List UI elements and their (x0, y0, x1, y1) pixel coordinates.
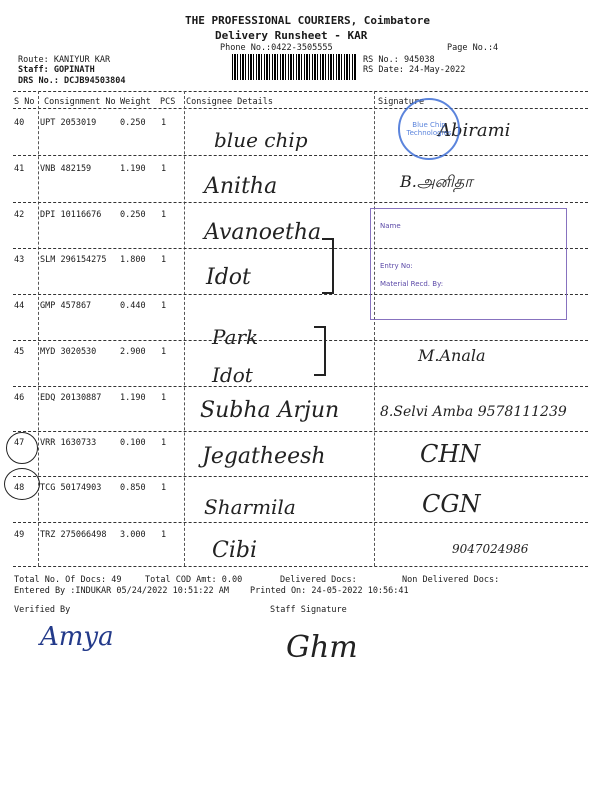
drs-number: DRS No.: DCJB94503804 (18, 76, 126, 86)
col-header-signature: Signature (378, 97, 425, 107)
row-signature: 8.Selvi Amba 9578111239 (380, 404, 567, 420)
row-consignee: Idot (206, 265, 251, 290)
divider (13, 108, 588, 109)
row-consignee: Cibi (212, 538, 257, 563)
row-weight: 0.850 (120, 483, 146, 493)
row-weight: 2.900 (120, 347, 146, 357)
divider (13, 155, 588, 156)
row-consignee: Jegatheesh (202, 444, 326, 469)
row-sno: 45 (14, 347, 25, 357)
row-sno: 46 (14, 393, 25, 403)
route-label: Route: KANIYUR KAR (18, 55, 111, 65)
row-sno: 43 (14, 255, 25, 265)
row-signature: 9047024986 (452, 542, 529, 556)
row-consignment: VRR 1630733 (40, 438, 97, 448)
stamp-entry-label: Entry No: (380, 262, 413, 270)
col-header-sno: S No (14, 97, 35, 107)
row-sno: 49 (14, 530, 25, 540)
row-pcs: 1 (161, 164, 167, 174)
runsheet-title: Delivery Runsheet - KAR (215, 29, 368, 42)
row-pcs: 1 (161, 530, 167, 540)
divider (13, 91, 588, 92)
row-consignment: MYD 3020530 (40, 347, 97, 357)
row-weight: 0.100 (120, 438, 146, 448)
row-consignment: GMP 457867 (40, 301, 92, 311)
row-signature: CGN (422, 490, 481, 518)
row-consignment: DPI 10116676 (40, 210, 102, 220)
row-pcs: 1 (161, 347, 167, 357)
divider (13, 522, 588, 523)
total-docs: Total No. Of Docs: 49 (14, 575, 122, 585)
non-delivered-docs: Non Delivered Docs: (402, 575, 500, 585)
row-consignee: Subha Arjun (200, 398, 340, 423)
rs-date: RS Date: 24-May-2022 (363, 65, 466, 75)
row-consignment: VNB 482159 (40, 164, 92, 174)
row-pcs: 1 (161, 118, 167, 128)
row-signature: Abirami (438, 120, 511, 141)
row-pcs: 1 (161, 393, 167, 403)
divider (13, 476, 588, 477)
row-consignee: Park Idot (212, 325, 259, 387)
row-consignment: SLM 296154275 (40, 255, 107, 265)
row-signature: CHN (420, 440, 481, 468)
row-consignment: TCG 50174903 (40, 483, 102, 493)
verified-by-label: Verified By (14, 605, 71, 615)
col-header-consignee: Consignee Details (186, 97, 273, 107)
row-sno: 47 (14, 438, 25, 448)
rs-number: RS No.: 945038 (363, 55, 435, 65)
staff-label: Staff: GOPINATH (18, 65, 95, 75)
row-consignee: Avanoetha (204, 220, 322, 245)
entered-by: Entered By :INDUKAR 05/24/2022 10:51:22 AM (14, 586, 229, 596)
row-weight: 0.250 (120, 118, 146, 128)
row-pcs: 1 (161, 483, 167, 493)
circle-mark (6, 432, 38, 464)
row-consignment: UPT 2053019 (40, 118, 97, 128)
col-header-weight: Weight (120, 97, 151, 107)
bracket-mark (314, 326, 326, 376)
divider (13, 202, 588, 203)
stamp-material-label: Material Recd. By: (380, 280, 444, 288)
barcode-image (232, 54, 357, 80)
page-number: Page No.:4 (447, 43, 499, 53)
row-weight: 1.800 (120, 255, 146, 265)
company-stamp: Blue Chip Technologies (398, 98, 460, 160)
row-consignment: TRZ 275066498 (40, 530, 107, 540)
row-weight: 3.000 (120, 530, 146, 540)
col-header-pcs: PCS (160, 97, 176, 107)
row-weight: 0.250 (120, 210, 146, 220)
row-weight: 0.440 (120, 301, 146, 311)
divider (13, 431, 588, 432)
row-sno: 40 (14, 118, 25, 128)
company-name: THE PROFESSIONAL COURIERS, Coimbatore (185, 14, 431, 27)
row-sno: 44 (14, 301, 25, 311)
phone-number: Phone No.:0422-3505555 (220, 43, 333, 53)
total-cod: Total COD Amt: 0.00 (145, 575, 243, 585)
grid-line (374, 91, 375, 566)
row-pcs: 1 (161, 301, 167, 311)
row-weight: 1.190 (120, 393, 146, 403)
row-sno: 48 (14, 483, 25, 493)
printed-on: Printed On: 24-05-2022 10:56:41 (250, 586, 409, 596)
bracket-mark (322, 238, 334, 294)
grid-line (184, 91, 185, 566)
row-sno: 41 (14, 164, 25, 174)
delivered-docs: Delivered Docs: (280, 575, 357, 585)
row-signature: B.அனிதா (400, 172, 473, 191)
staff-signature-label: Staff Signature (270, 605, 347, 615)
row-consignee: Sharmila (204, 495, 296, 519)
divider (13, 386, 588, 387)
staff-signature: Ghm (286, 630, 358, 665)
divider (13, 566, 588, 567)
stamp-name-label: Name (380, 222, 401, 230)
verifier-signature: Amya (40, 622, 114, 652)
row-sno: 42 (14, 210, 25, 220)
grid-line (38, 91, 39, 566)
row-consignment: EDQ 20130887 (40, 393, 102, 403)
col-header-consignment: Consignment No (44, 97, 116, 107)
row-signature: M.Anala (418, 346, 486, 365)
row-pcs: 1 (161, 210, 167, 220)
row-pcs: 1 (161, 255, 167, 265)
row-weight: 1.190 (120, 164, 146, 174)
row-consignee: Anitha (204, 174, 278, 199)
row-pcs: 1 (161, 438, 167, 448)
row-consignee: blue chip (214, 128, 308, 152)
